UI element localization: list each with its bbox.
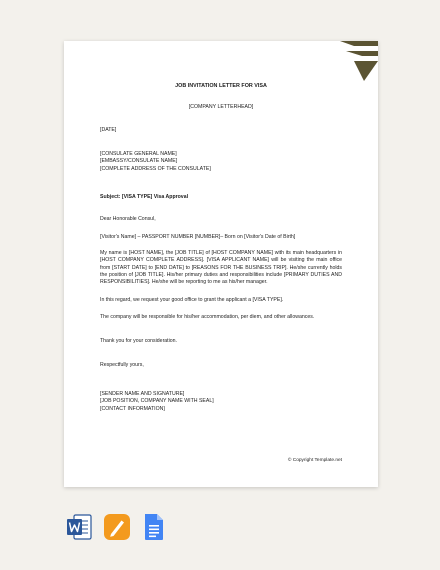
document-page (64, 41, 378, 487)
template-net-logo-icon (340, 41, 378, 83)
copyright-text: © Copyright Template.net (287, 458, 342, 463)
word-icon[interactable] (66, 513, 92, 541)
body-paragraph: My name is [HOST NAME], the [JOB TITLE] of [HOST COMPANY NAME] with its main headquarters in [HOST COMPANY COMPLETE ADDRESS]. [VISA APPLICANT NAME] will be visiting the main office from [START DATE] to [END DATE] to [REASONS FOR THE BUSINESS TRIP]. He/she currently holds the position of [JOB TITLE]. His/her primary duties and responsibilities include [PRIMARY DUTIES AND RESPONSIBILITIES]. He/she will be reporting to me as his/her manager. (100, 250, 342, 286)
signature-line: [CONTACT INFORMATION] (100, 405, 165, 412)
address-line: [COMPLETE ADDRESS OF THE CONSULATE] (100, 165, 211, 172)
company-letterhead: [COMPANY LETTERHEAD] (188, 104, 254, 110)
signature-line: [JOB POSITION, COMPANY NAME WITH SEAL] (100, 398, 214, 405)
thanks-line: Thank you for your consideration. (100, 338, 177, 344)
subject-line: Subject: [VISA TYPE] Visa Approval (100, 194, 189, 200)
signature-line: [SENDER NAME AND SIGNATURE] (100, 391, 185, 397)
consulate-address (100, 151, 342, 173)
visitor-line: [Visitor's Name] – PASSPORT NUMBER [NUMBER]– Born on [Visitor's Date of Birth] (100, 234, 296, 240)
signature-block (100, 391, 342, 413)
body-paragraph: In this regard, we request your good office to grant the applicant a [VISA TYPE]. (100, 297, 284, 303)
salutation: Dear Honorable Consul, (100, 216, 156, 222)
pages-icon[interactable] (103, 513, 131, 541)
document-title: JOB INVITATION LETTER FOR VISA (175, 83, 267, 89)
date-line: [DATE] (100, 127, 117, 133)
body-paragraph: The company will be responsible for his/her accommodation, per diem, and other allowances. (100, 314, 315, 320)
address-line: [CONSULATE GENERAL NAME] (100, 151, 177, 157)
google-docs-icon[interactable] (143, 513, 165, 541)
closing-line: Respectfully yours, (100, 362, 144, 368)
address-line: [EMBASSY/CONSULATE NAME] (100, 158, 178, 165)
